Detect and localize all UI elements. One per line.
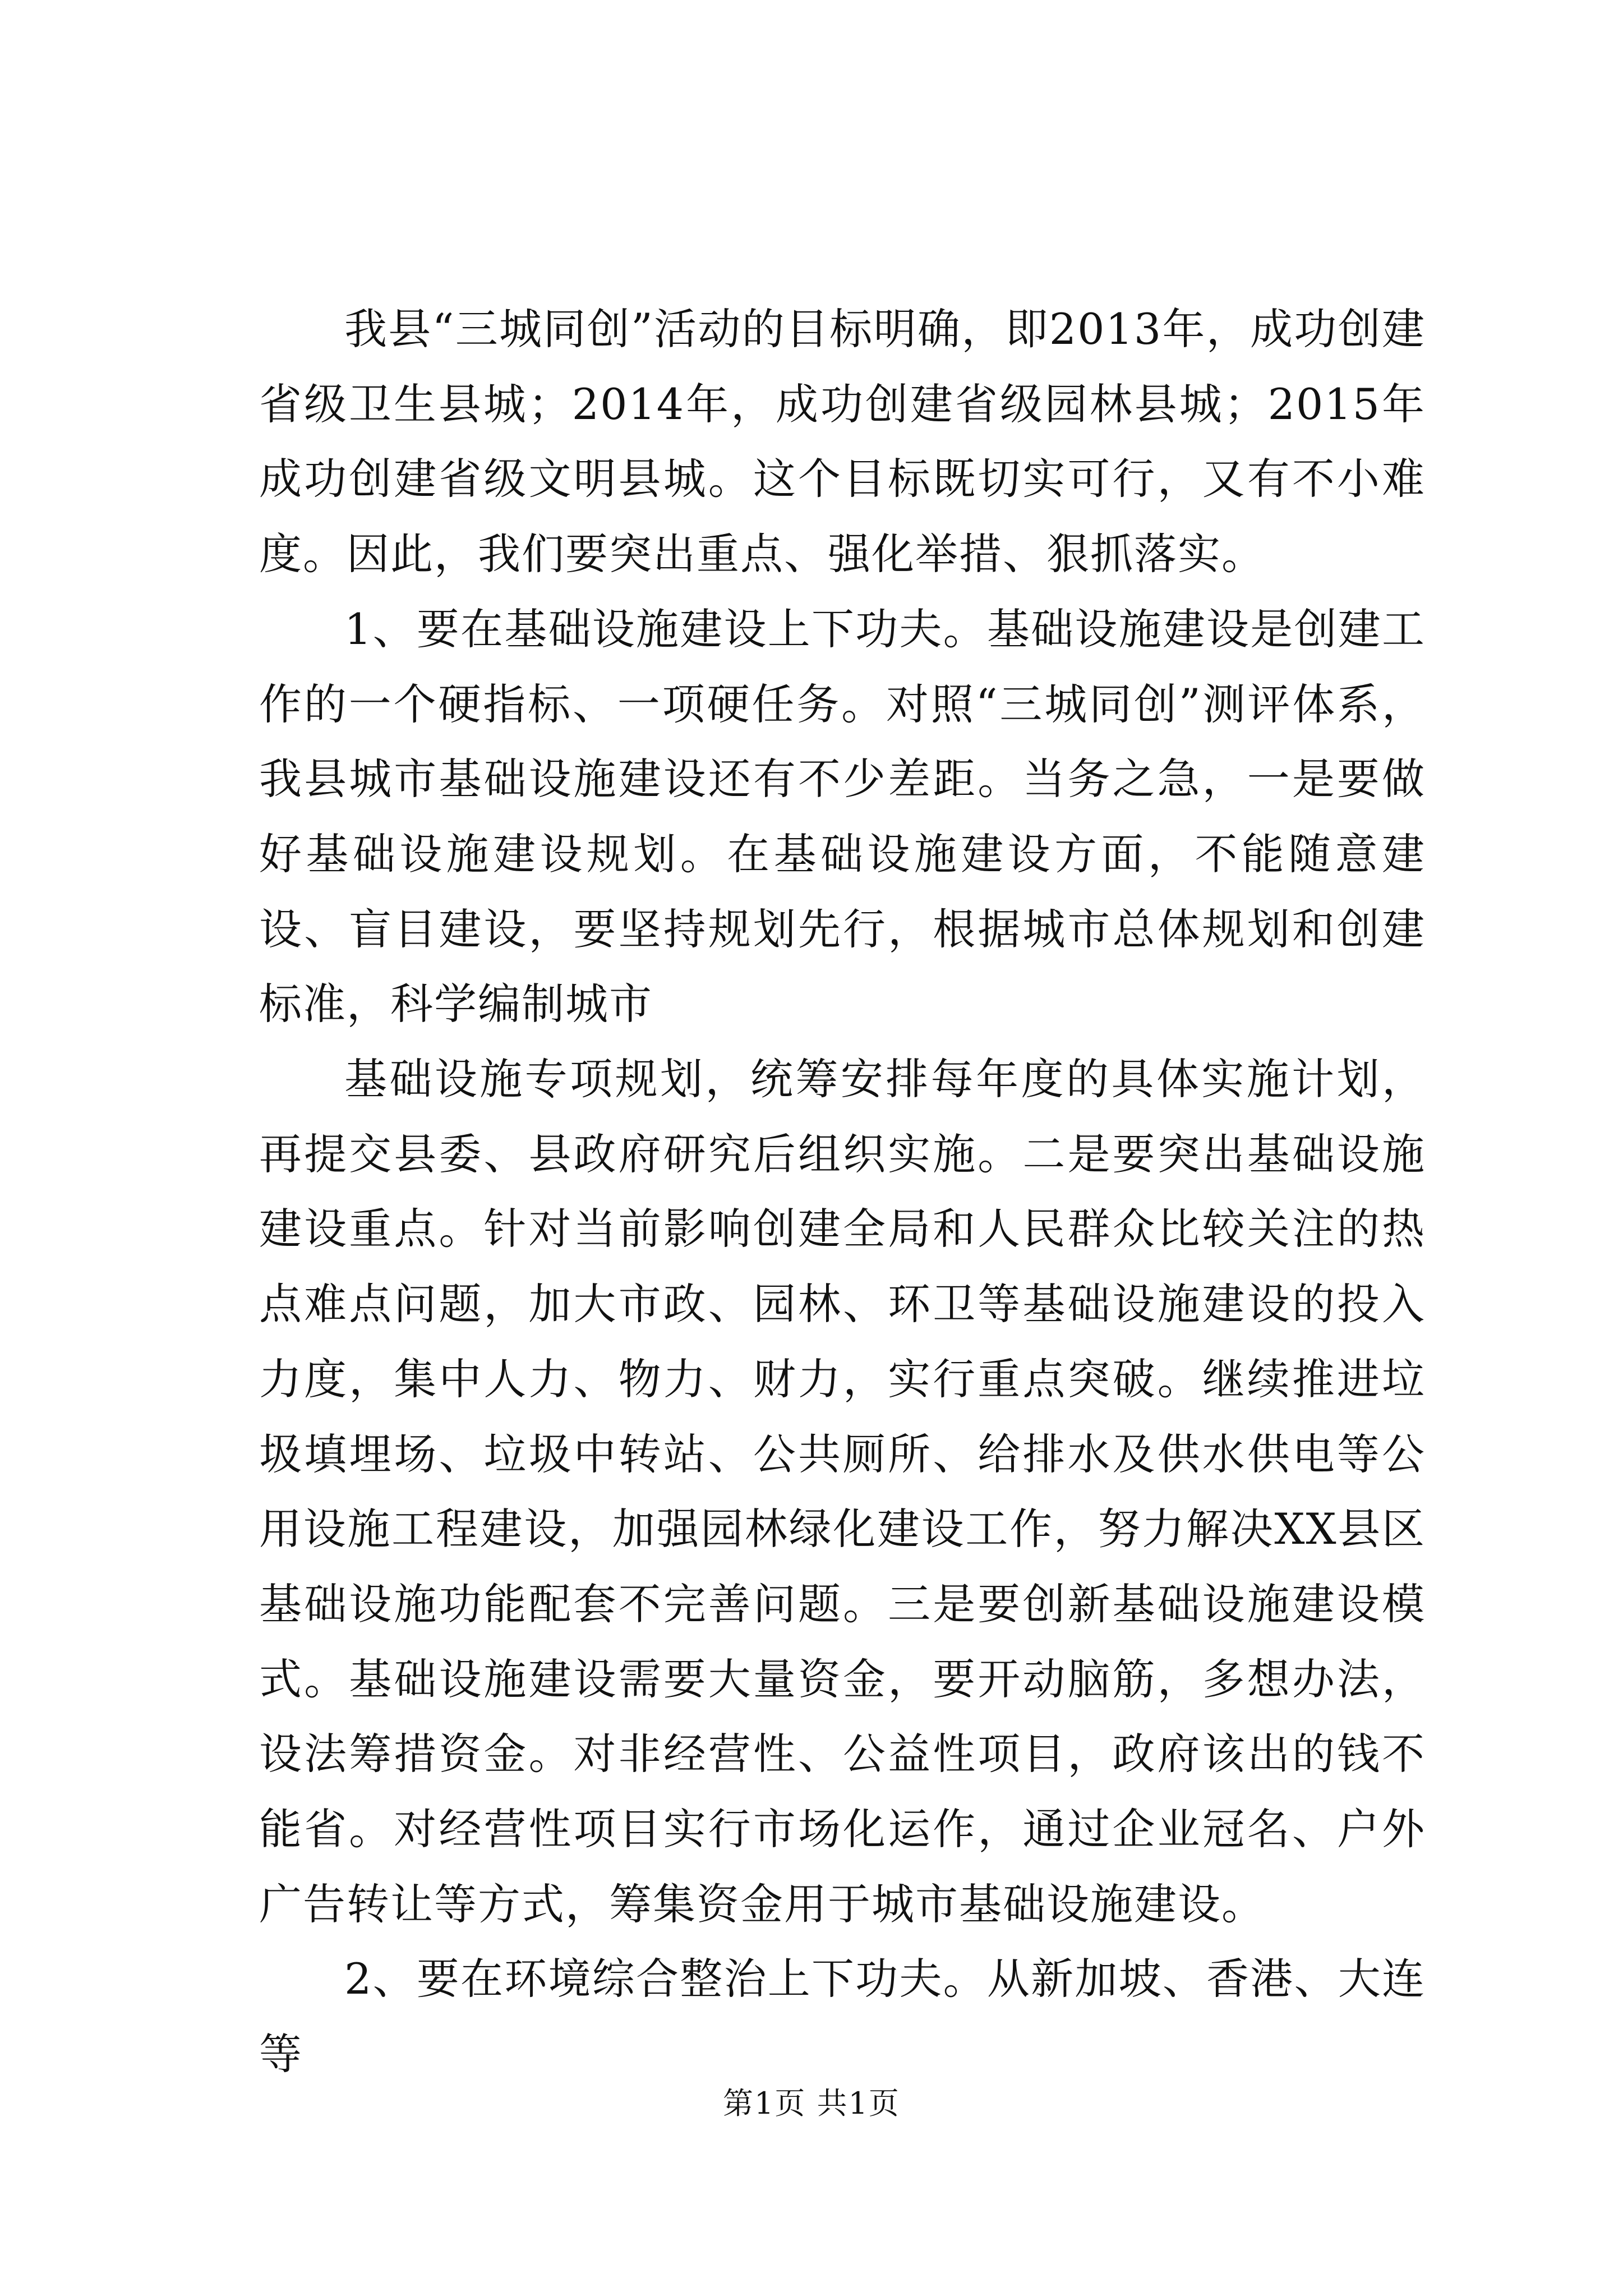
page-number-footer: 第1页 共1页	[723, 2086, 900, 2121]
document-body	[259, 292, 1426, 2092]
paragraph-environment: 2、要在环境综合整治上下功夫。从新加坡、香港、大连等	[259, 1954, 1426, 2079]
paragraph-infrastructure-continued: 基础设施专项规划，统筹安排每年度的具体实施计划，再提交县委、县政府研究后组织实施。二是要突出基础设施建设重点。针对当前影响创建全局和人民群众比较关注的热点难点问题，加大市政、园林、环卫等基础设施建设的投入力度，集中人力、物力、财力，实行重点突破。继续推进垃圾填埋场、垃圾中转站、公共厕所、给排水及供水供电等公用设施工程建设，加强园林绿化建设工作，努力解决XX县区基础设施功能配套不完善问题。三是要创新基础设施建设模式。基础设施建设需要大量资金，要开动脑筋，多想办法，设法筹措资金。对非经营性、公益性项目，政府该出的钱不能省。对经营性项目实行市场化运作，通过企业冠名、户外广告转让等方式，筹集资金用于城市基础设施建设。	[259, 1054, 1426, 1929]
paragraph-infrastructure: 1、要在基础设施建设上下功夫。基础设施建设是创建工作的一个硬指标、一项硬任务。对照“三城同创”测评体系，我县城市基础设施建设还有不少差距。当务之急，一是要做好基础设施建设规划。在基础设施建设方面，不能随意建设、盲目建设，要坚持规划先行，根据城市总体规划和创建标准，科学编制城市	[259, 604, 1426, 1029]
paragraph-goals: 我县“三城同创”活动的目标明确，即2013年，成功创建省级卫生县城；2014年，成功创建省级园林县城；2015年成功创建省级文明县城。这个目标既切实可行，又有不小难度。因此，我们要突出重点、强化举措、狠抓落实。	[259, 304, 1426, 579]
